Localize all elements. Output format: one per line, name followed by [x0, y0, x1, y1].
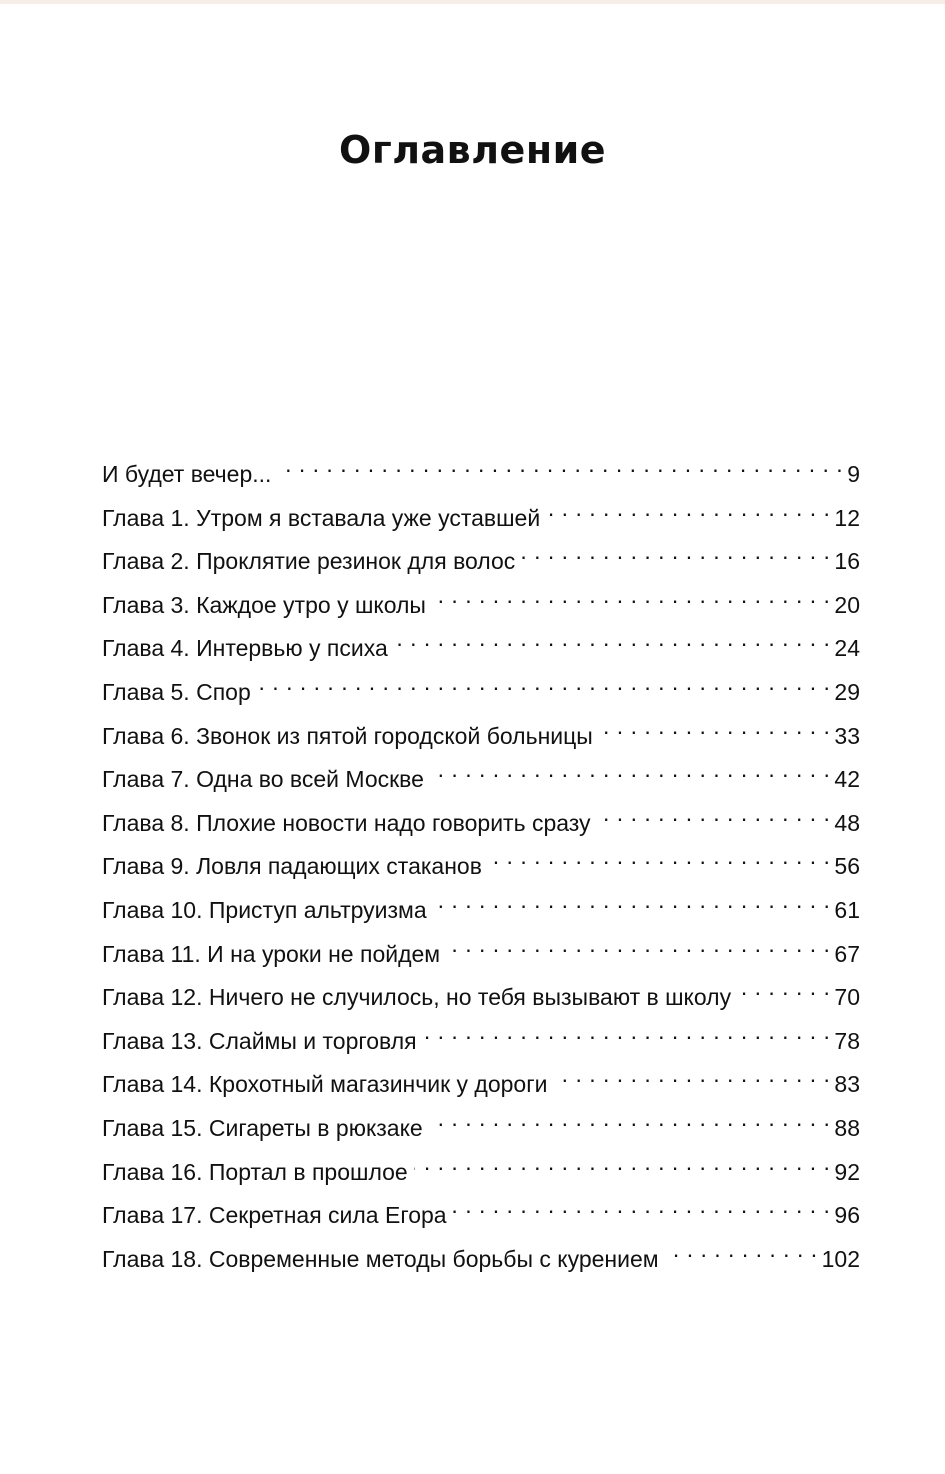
toc-entry[interactable]: [102, 446, 860, 490]
toc-entry[interactable]: [102, 533, 860, 577]
toc-entry[interactable]: [102, 577, 860, 621]
toc-entry[interactable]: [102, 795, 860, 839]
toc-entry-title: Глава 1. Утром я вставала уже уставшей: [102, 504, 541, 531]
table-of-contents: [102, 446, 860, 1274]
toc-entry[interactable]: [102, 926, 860, 970]
toc-entry[interactable]: [102, 1187, 860, 1231]
toc-entry-page: 61: [834, 896, 860, 923]
toc-entry[interactable]: [102, 1056, 860, 1100]
toc-entry[interactable]: [102, 620, 860, 664]
toc-entry-page: 83: [834, 1071, 860, 1098]
toc-entry-title: Глава 18. Современные методы борьбы с курением: [102, 1245, 659, 1272]
toc-entry[interactable]: [102, 1100, 860, 1144]
toc-entry-page: 48: [834, 809, 860, 836]
toc-entry-title: Глава 7. Одна во всей Москве: [102, 766, 424, 793]
toc-entry-title: Глава 12. Ничего не случилось, но тебя вызывают в школу: [102, 984, 732, 1011]
toc-entry-page: 92: [834, 1158, 860, 1185]
toc-entry-page: 24: [834, 635, 860, 662]
toc-leader-dots: [429, 1100, 831, 1136]
toc-leader-dots: [432, 577, 830, 613]
toc-leader-dots: [394, 620, 831, 656]
toc-leader-dots: [553, 1056, 830, 1092]
toc-entry-title: Глава 8. Плохие новости надо говорить сразу: [102, 809, 591, 836]
toc-entry-title: Глава 3. Каждое утро у школы: [102, 591, 426, 618]
toc-leader-dots: [446, 926, 830, 962]
toc-entry-page: 20: [834, 591, 860, 618]
toc-leader-dots: [433, 882, 831, 918]
toc-entry-title: Глава 10. Приступ альтруизма: [102, 896, 427, 923]
toc-entry-page: 16: [834, 548, 860, 575]
toc-entry[interactable]: [102, 1144, 860, 1188]
toc-entry[interactable]: [102, 969, 860, 1013]
toc-leader-dots: [737, 969, 830, 1005]
toc-entry-title: Глава 13. Слаймы и торговля: [102, 1027, 417, 1054]
toc-leader-dots: [546, 490, 830, 526]
toc-leader-dots: [488, 838, 830, 874]
toc-entry-title: Глава 16. Портал в прошлое: [102, 1158, 408, 1185]
toc-entry[interactable]: [102, 1231, 860, 1275]
toc-entry-page: 33: [834, 722, 860, 749]
toc-leader-dots: [277, 446, 843, 482]
toc-entry-title: И будет вечер...: [102, 461, 272, 487]
toc-entry-page: 67: [834, 940, 860, 967]
toc-entry-title: Глава 14. Крохотный магазинчик у дороги: [102, 1071, 548, 1098]
toc-entry-page: 70: [834, 984, 860, 1011]
toc-leader-dots: [453, 1187, 831, 1223]
toc-entry-title: Глава 2. Проклятие резинок для волос: [102, 548, 516, 575]
toc-entry-page: 12: [834, 504, 860, 531]
toc-leader-dots: [521, 533, 830, 569]
toc-leader-dots: [599, 708, 831, 744]
toc-entry[interactable]: [102, 882, 860, 926]
toc-entry-title: Глава 4. Интервью у психа: [102, 635, 388, 662]
toc-leader-dots: [257, 664, 831, 700]
toc-leader-dots: [430, 751, 830, 787]
toc-entry-title: Глава 6. Звонок из пятой городской больницы: [102, 722, 593, 749]
toc-entry[interactable]: [102, 664, 860, 708]
toc-entry-page: 42: [834, 766, 860, 793]
toc-entry[interactable]: [102, 751, 860, 795]
toc-entry-page: 9: [847, 461, 860, 487]
toc-leader-dots: [414, 1144, 831, 1180]
toc-entry[interactable]: [102, 1013, 860, 1057]
toc-entry-page: 88: [834, 1114, 860, 1141]
toc-entry-title: Глава 9. Ловля падающих стаканов: [102, 853, 482, 880]
toc-leader-dots: [423, 1013, 831, 1049]
page-title: Оглавление: [339, 128, 606, 172]
toc-entry-page: 56: [834, 853, 860, 880]
top-edge-rule: [0, 0, 945, 4]
toc-entry[interactable]: [102, 708, 860, 752]
toc-entry-page: 102: [821, 1245, 860, 1272]
toc-leader-dots: [597, 795, 831, 831]
toc-entry-title: Глава 5. Спор: [102, 678, 251, 705]
toc-entry-page: 78: [834, 1027, 860, 1054]
toc-entry-page: 96: [834, 1202, 860, 1229]
toc-entry[interactable]: [102, 490, 860, 534]
toc-entry[interactable]: [102, 838, 860, 882]
toc-entry-title: Глава 11. И на уроки не пойдем: [102, 940, 441, 967]
toc-entry-title: Глава 17. Секретная сила Егора: [102, 1202, 447, 1229]
toc-entry-page: 29: [834, 678, 860, 705]
toc-entry-title: Глава 15. Сигареты в рюкзаке: [102, 1114, 423, 1141]
toc-leader-dots: [665, 1231, 818, 1267]
